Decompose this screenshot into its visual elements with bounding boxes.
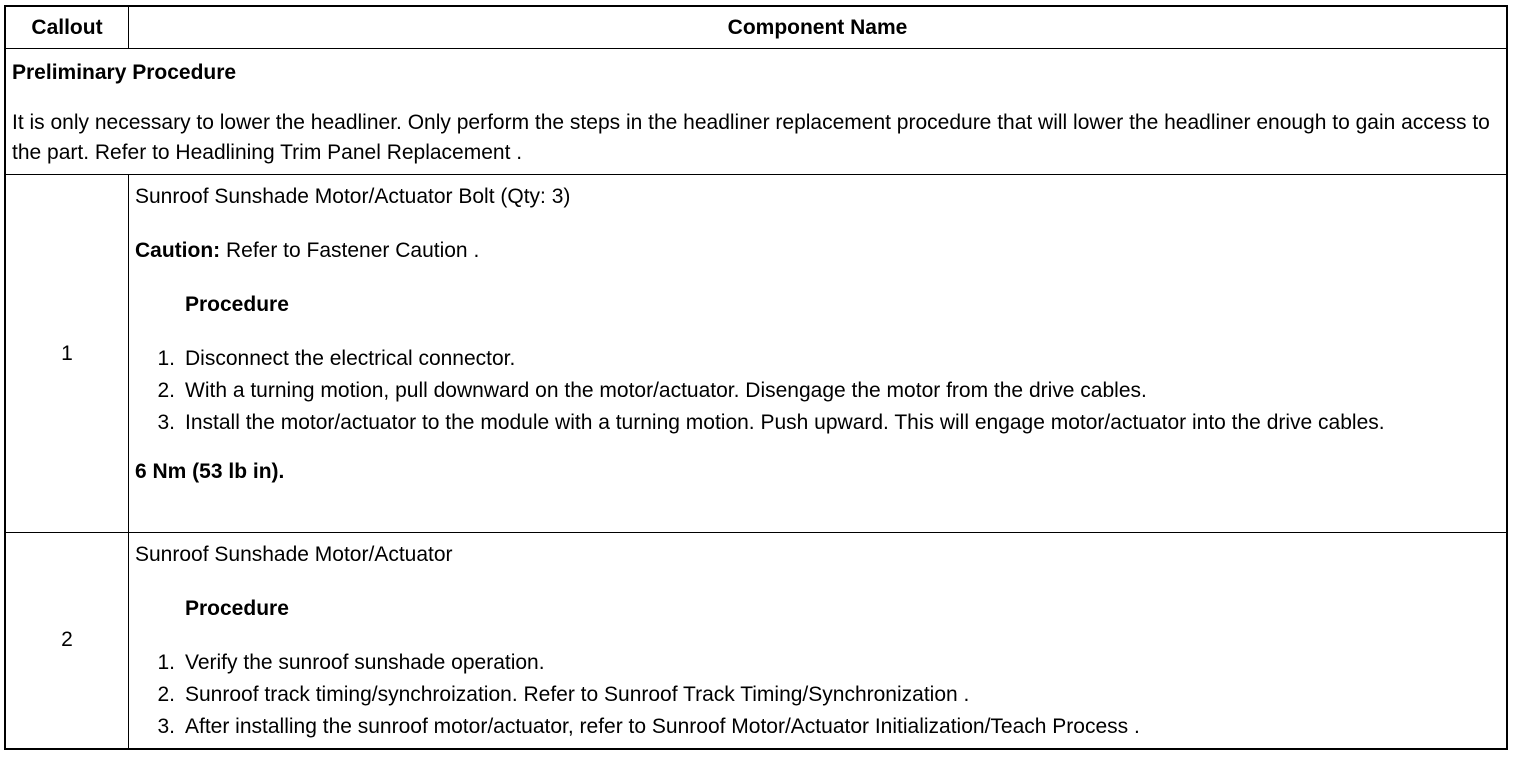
component-cell bbox=[129, 175, 1508, 533]
component-name: Sunroof Sunshade Motor/Actuator bbox=[135, 543, 453, 566]
table-row bbox=[5, 175, 1507, 533]
step-number: 3. bbox=[157, 715, 175, 738]
list-item bbox=[135, 375, 1496, 407]
component-cell bbox=[129, 533, 1508, 749]
list-item bbox=[135, 407, 1496, 438]
callout-number: 2 bbox=[5, 533, 129, 749]
list-item bbox=[135, 343, 1496, 375]
list-item bbox=[135, 647, 1496, 679]
callout-number: 1 bbox=[5, 175, 129, 533]
procedure-steps bbox=[135, 647, 1496, 743]
caution-text: Refer to Fastener Caution . bbox=[220, 239, 480, 262]
step-text: Install the motor/actuator to the module with a turning motion. Push upward. This will engage motor/actuator into the drive cables. bbox=[185, 411, 1385, 434]
torque-spec: 6 Nm (53 lb in). bbox=[135, 460, 285, 483]
preliminary-title: Preliminary Procedure bbox=[12, 61, 237, 84]
step-number: 2. bbox=[157, 683, 175, 706]
step-text: With a turning motion, pull downward on the motor/actuator. Disengage the motor from the drive cables. bbox=[185, 379, 1147, 402]
step-text: After installing the sunroof motor/actuator, refer to Sunroof Motor/Actuator Initialization/Teach Process . bbox=[185, 715, 1140, 738]
caution-label: Caution: bbox=[135, 239, 221, 262]
step-number: 2. bbox=[157, 379, 175, 402]
procedure-table bbox=[4, 5, 1508, 750]
step-text: Verify the sunroof sunshade operation. bbox=[185, 651, 545, 674]
list-item bbox=[135, 711, 1496, 743]
list-item bbox=[135, 679, 1496, 711]
preliminary-row bbox=[5, 49, 1507, 175]
preliminary-text: It is only necessary to lower the headliner. Only perform the steps in the headliner replacement procedure that will lower the headliner enough to gain access to the part. Refer to Headlining Trim Panel Replacement . bbox=[12, 111, 1490, 164]
procedure-heading: Procedure bbox=[185, 293, 289, 316]
step-number: 3. bbox=[157, 411, 175, 434]
table-header-row bbox=[5, 6, 1507, 49]
preliminary-cell bbox=[5, 49, 1507, 175]
step-text: Disconnect the electrical connector. bbox=[185, 347, 516, 370]
procedure-heading: Procedure bbox=[185, 597, 289, 620]
step-number: 1. bbox=[157, 347, 175, 370]
component-name: Sunroof Sunshade Motor/Actuator Bolt (Qty: 3) bbox=[135, 185, 571, 208]
step-number: 1. bbox=[157, 651, 175, 674]
table-row bbox=[5, 533, 1507, 749]
component-name-column-header: Component Name bbox=[129, 6, 1508, 49]
callout-column-header: Callout bbox=[5, 6, 129, 49]
step-text: Sunroof track timing/synchroization. Refer to Sunroof Track Timing/Synchronization . bbox=[185, 683, 970, 706]
caution-line bbox=[135, 237, 1496, 265]
procedure-steps bbox=[135, 343, 1496, 438]
